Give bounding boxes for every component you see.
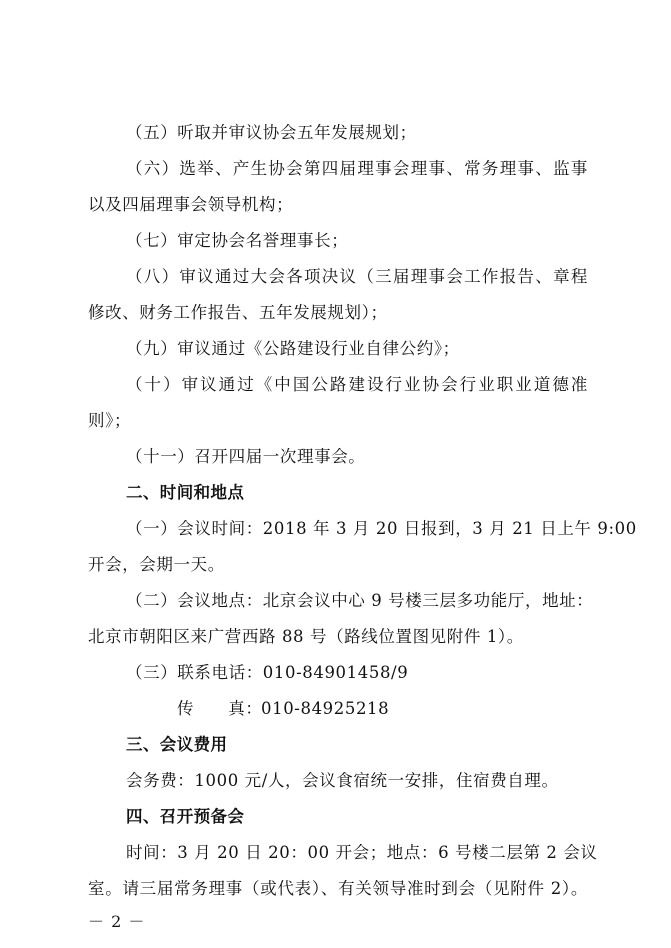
fee-details: 会务费：1000 元/人，会议食宿统一安排，住宿费自理。 (126, 771, 559, 790)
contact-fax (177, 699, 477, 719)
meeting-time-line2: 开会，会期一天。 (88, 555, 225, 574)
meeting-place-line2: 北京市朝阳区来广营西路 88 号（路线位置图见附件 1）。 (88, 627, 524, 646)
contact-phone: （三）联系电话：010-84901458/9 (126, 663, 409, 682)
preparatory-line1: 时间：3 月 20 日 20：00 开会；地点：6 号楼二层第 2 会议 (126, 843, 598, 862)
fax-value: 010-84925218 (261, 699, 390, 718)
item-eleven: （十一）召开四届一次理事会。 (126, 447, 366, 466)
item-eight-line2: 修改、财务工作报告、五年发展规划）； (88, 303, 388, 322)
section-heading-time-place: 二、时间和地点 (126, 483, 245, 502)
item-ten-line2: 则》； (88, 411, 132, 430)
item-six-line2: 以及四届理事会领导机构； (88, 195, 294, 214)
item-nine: （九）审议通过《公路建设行业自律公约》； (126, 339, 460, 358)
fax-label: 传 真： (177, 699, 263, 718)
item-eight-line1: （八）审议通过大会各项决议（三届理事会工作报告、章程 (126, 267, 588, 286)
page-number: － 2 － (88, 912, 146, 931)
meeting-place-line1: （二）会议地点：北京会议中心 9 号楼三层多功能厅，地址： (126, 591, 594, 610)
item-ten-line1: （十）审议通过《中国公路建设行业协会行业职业道德准 (126, 375, 588, 394)
item-seven: （七）审定协会名誉理事长； (126, 231, 349, 250)
item-five: （五）听取并审议协会五年发展规划； (126, 123, 417, 142)
preparatory-line2: 室。请三届常务理事（或代表）、有关领导准时到会（见附件 2）。 (88, 879, 588, 898)
section-heading-preparatory: 四、召开预备会 (126, 807, 245, 826)
meeting-time-line1: （一）会议时间：2018 年 3 月 20 日报到，3 月 21 日上午 9:00 (126, 519, 637, 538)
item-six-line1: （六）选举、产生协会第四届理事会理事、常务理事、监事 (126, 159, 588, 178)
section-heading-fees: 三、会议费用 (126, 735, 228, 754)
